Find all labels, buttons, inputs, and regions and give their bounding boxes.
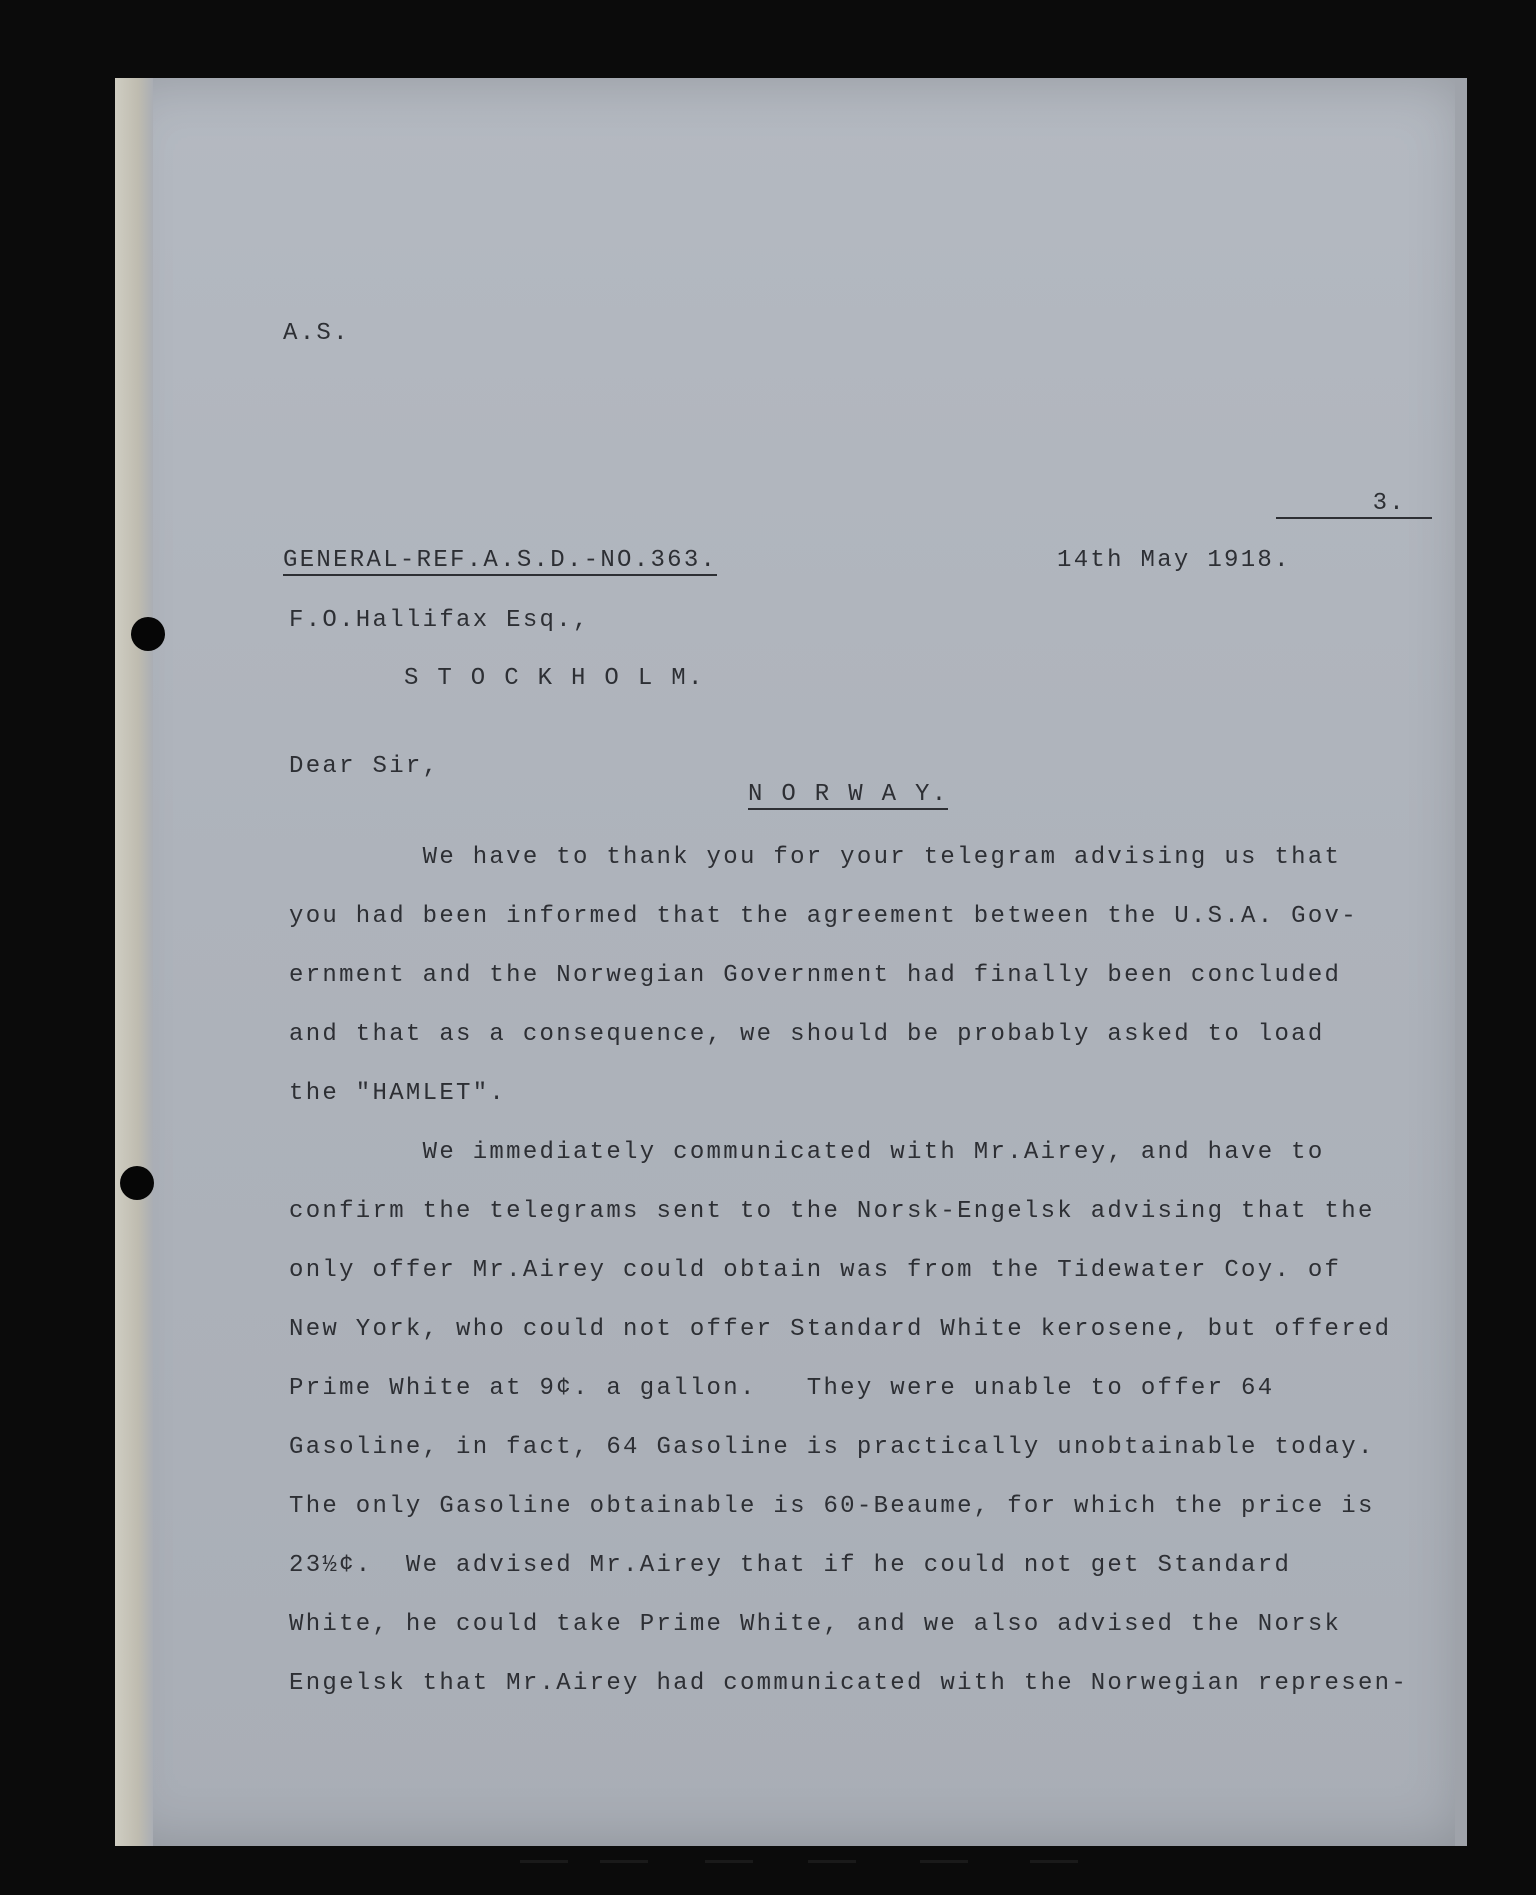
body-line: White, he could take Prime White, and we also advised the Norsk — [289, 1611, 1342, 1638]
letter-date: 14th May 1918. — [1057, 547, 1291, 574]
body-line: the "HAMLET". — [289, 1080, 507, 1107]
body-line: ernment and the Norwegian Government had finally been concluded — [289, 962, 1342, 989]
body-line: Engelsk that Mr.Airey had communicated with the Norwegian represen- — [289, 1670, 1409, 1697]
body-line: you had been informed that the agreement between the U.S.A. Gov- — [289, 903, 1358, 930]
reference-number: GENERAL-REF.A.S.D.-NO.363. — [283, 547, 718, 574]
salutation: Dear Sir, — [289, 753, 440, 780]
letter-body — [289, 828, 1408, 1713]
initials: A.S. — [283, 320, 350, 347]
bottom-tick-mark — [520, 1860, 568, 1863]
bottom-tick-mark — [808, 1860, 856, 1863]
body-line: Gasoline, in fact, 64 Gasoline is practically unobtainable today. — [289, 1434, 1375, 1461]
subject-heading: N O R W A Y. — [748, 781, 949, 808]
bottom-tick-mark — [600, 1860, 648, 1863]
bottom-tick-mark — [1030, 1860, 1078, 1863]
paper-left-edge — [115, 78, 153, 1846]
body-line: and that as a consequence, we should be probably asked to load — [289, 1021, 1325, 1048]
bottom-tick-mark — [705, 1860, 753, 1863]
body-line: New York, who could not offer Standard White kerosene, but offered — [289, 1316, 1392, 1343]
paper-right-edge — [1455, 78, 1467, 1846]
body-line: only offer Mr.Airey could obtain was from the Tidewater Coy. of — [289, 1257, 1342, 1284]
bottom-tick-mark — [920, 1860, 968, 1863]
addressee-city: S T O C K H O L M. — [404, 665, 705, 692]
body-line: confirm the telegrams sent to the Norsk-Engelsk advising that the — [289, 1198, 1375, 1225]
body-line: The only Gasoline obtainable is 60-Beaume, for which the price is — [289, 1493, 1375, 1520]
page-number: 3. — [1276, 490, 1432, 519]
body-line: We have to thank you for your telegram advising us that — [289, 844, 1342, 871]
punch-hole-top — [131, 617, 165, 651]
addressee-name: F.O.Hallifax Esq., — [289, 607, 590, 634]
body-line: Prime White at 9¢. a gallon. They were unable to offer 64 — [289, 1375, 1275, 1402]
body-line: 23½¢. We advised Mr.Airey that if he could not get Standard — [289, 1552, 1292, 1579]
body-line: We immediately communicated with Mr.Airey, and have to — [289, 1139, 1325, 1166]
punch-hole-bottom — [120, 1166, 154, 1200]
